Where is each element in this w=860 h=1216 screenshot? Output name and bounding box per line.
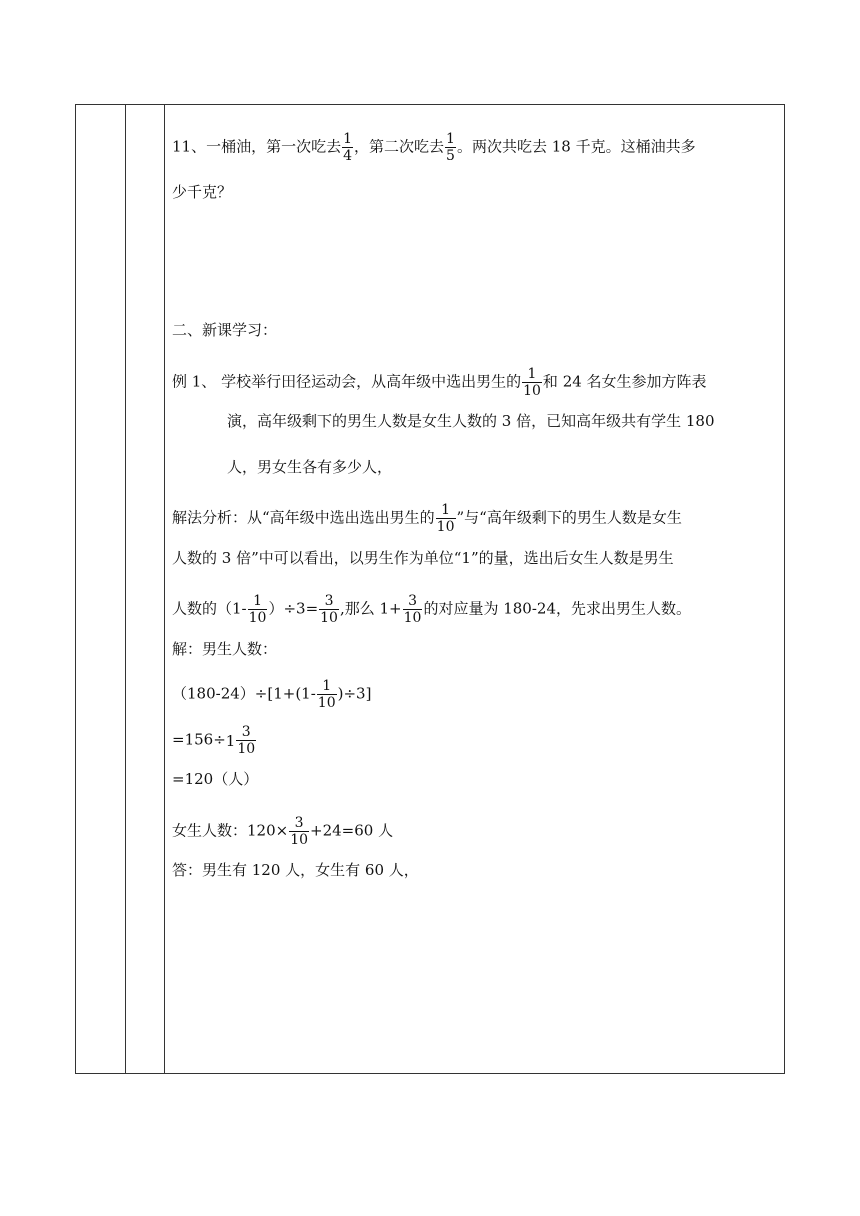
analysis-line-1: 解法分析：从“高年级中选出选出男生的 $\frac{1}{10}$ ”与“高年级剩下的男生人数是女生	[172, 502, 682, 535]
fraction: $\frac{3}{10}$	[320, 593, 338, 626]
fraction: $\frac{1}{10}$	[248, 593, 267, 626]
solution-answer: 答：男生有 120 人，女生有 60 人，	[172, 861, 419, 879]
question-11-line-1: 11、一桶油，第一次吃去 $\frac{1}{4}$ ，第二次吃去 $\frac{1}{5}$ 。两次共吃去 18 千克。这桶油共多	[172, 131, 696, 164]
fraction: $\frac{1}{10}$	[436, 502, 455, 535]
solution-step-4: 女生人数：120× $\frac{3}{10}$ +24=60 人	[172, 815, 394, 848]
solution-step-3: =120（人）	[172, 770, 259, 788]
fraction: $\frac{3}{10}$	[403, 593, 422, 626]
analysis-line-3: 人数的（1- $\frac{1}{10}$ ）÷3= $\frac{3}{10}$ ,那么 1+ $\frac{3}{10}$ 的对应量为 180-24，先求出男生人数。	[172, 593, 692, 626]
worksheet-table	[75, 104, 785, 1074]
solution-step-1: （180-24）÷[1+(1- $\frac{1}{10}$ )÷3]	[172, 678, 372, 711]
question-11-line-2: 少千克？	[172, 183, 233, 201]
example-1-line-3: 人，男女生各有多少人，	[227, 458, 393, 476]
column-divider-1	[125, 105, 126, 1073]
solution-step-2: =156÷1 $\frac{3}{10}$	[172, 724, 256, 757]
fraction: $\frac{3}{10}$	[290, 815, 309, 848]
column-divider-2	[164, 105, 165, 1073]
fraction: $\frac{1}{5}$	[446, 131, 455, 164]
fraction: $\frac{1}{4}$	[343, 131, 353, 164]
analysis-line-2: 人数的 3 倍”中可以看出，以男生作为单位“1”的量，选出后女生人数是男生	[172, 549, 674, 567]
fraction: $\frac{1}{10}$	[317, 678, 336, 711]
fraction: $\frac{3}{10}$	[237, 724, 256, 757]
example-1-line-2: 演，高年级剩下的男生人数是女生人数的 3 倍，已知高年级共有学生 180	[227, 412, 715, 430]
fraction: $\frac{1}{10}$	[523, 366, 541, 399]
example-1-line-1: 例 1、 学校举行田径运动会，从高年级中选出男生的 $\frac{1}{10}$ 和 24 名女生参加方阵表	[172, 366, 707, 399]
section-title: 二、新课学习：	[172, 321, 278, 339]
solution-label: 解：男生人数：	[172, 640, 278, 658]
